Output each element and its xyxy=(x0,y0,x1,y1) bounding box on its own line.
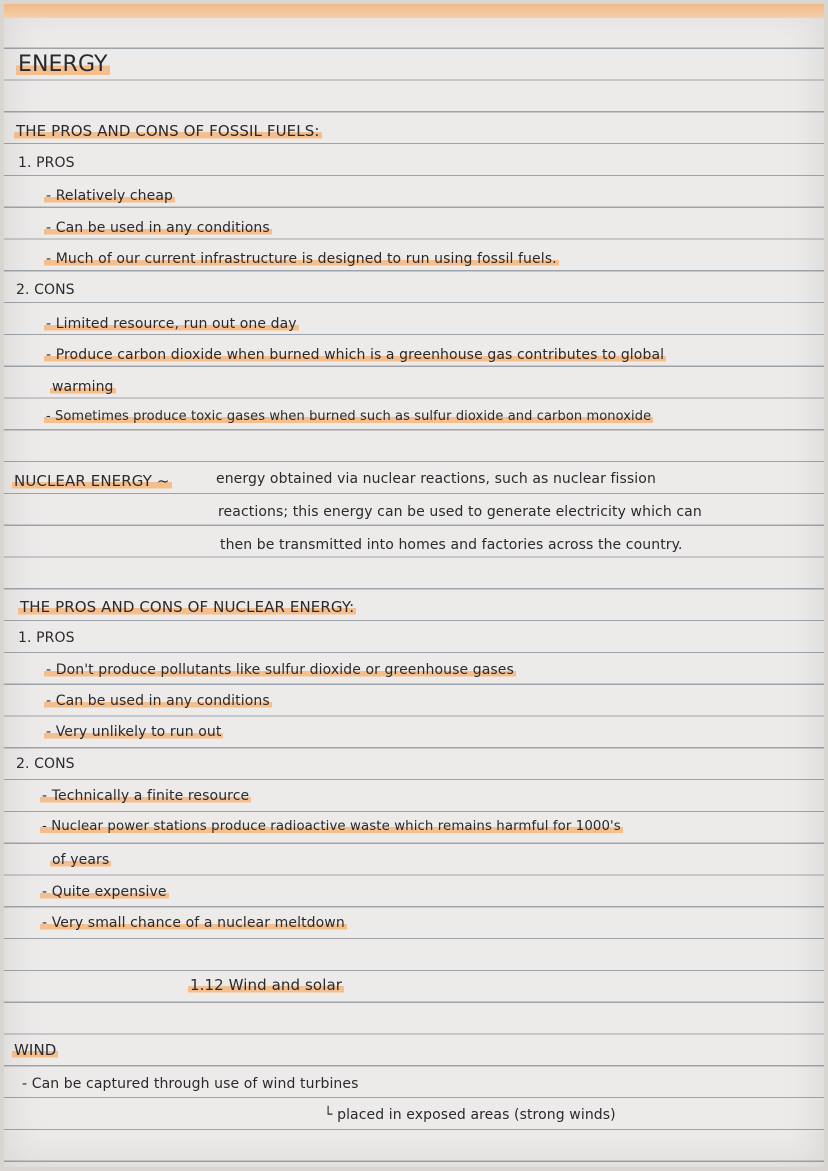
wind-item: - Can be captured through use of wind turbines xyxy=(22,1076,359,1092)
nuclear-con-item: - Nuclear power stations produce radioactive waste which remains harmful for 1000's xyxy=(42,819,621,834)
wind-subitem: └ placed in exposed areas (strong winds) xyxy=(324,1107,616,1123)
nuclear-pros-heading: 1. PROS xyxy=(18,630,75,646)
fossil-pros-heading: 1. PROS xyxy=(18,155,75,171)
nuclear-con-item-continued: of years xyxy=(52,852,110,868)
nuclear-pro-item: - Can be used in any conditions xyxy=(46,693,270,709)
fossil-pro-item: - Relatively cheap xyxy=(46,188,174,204)
fossil-pro-item: - Can be used in any conditions xyxy=(46,220,270,236)
section-title: 1.12 Wind and solar xyxy=(190,976,343,994)
nuclear-definition-line: then be transmitted into homes and factories across the country. xyxy=(220,537,683,553)
nuclear-definition-line: energy obtained via nuclear reactions, such as nuclear fission xyxy=(216,471,656,487)
nuclear-con-item: - Quite expensive xyxy=(42,884,167,900)
fossil-cons-heading: 2. CONS xyxy=(16,282,75,298)
nuclear-term: NUCLEAR ENERGY ~ xyxy=(14,472,170,490)
nuclear-con-item: - Technically a finite resource xyxy=(42,788,250,804)
nuclear-con-item: - Very small chance of a nuclear meltdown xyxy=(42,915,345,931)
nuclear-heading: THE PROS AND CONS OF NUCLEAR ENERGY: xyxy=(20,598,355,616)
fossil-con-item: - Produce carbon dioxide when burned which is a greenhouse gas contributes to global xyxy=(46,347,665,363)
nuclear-definition-line: reactions; this energy can be used to generate electricity which can xyxy=(218,504,702,520)
fossil-con-item-continued: warming xyxy=(52,379,114,395)
fossil-heading: THE PROS AND CONS OF FOSSIL FUELS: xyxy=(16,122,320,140)
wind-heading: WIND xyxy=(14,1041,57,1059)
page-top-band xyxy=(4,4,824,18)
nuclear-cons-heading: 2. CONS xyxy=(16,756,75,772)
fossil-con-item: - Limited resource, run out one day xyxy=(46,316,297,332)
nuclear-pro-item: - Don't produce pollutants like sulfur dioxide or greenhouse gases xyxy=(46,662,514,678)
fossil-pro-item: - Much of our current infrastructure is designed to run using fossil fuels. xyxy=(46,251,557,267)
fossil-con-item: - Sometimes produce toxic gases when burned such as sulfur dioxide and carbon monoxide xyxy=(46,409,652,424)
page-title: ENERGY xyxy=(18,52,108,77)
nuclear-pro-item: - Very unlikely to run out xyxy=(46,724,222,740)
notebook-page xyxy=(4,4,824,1167)
